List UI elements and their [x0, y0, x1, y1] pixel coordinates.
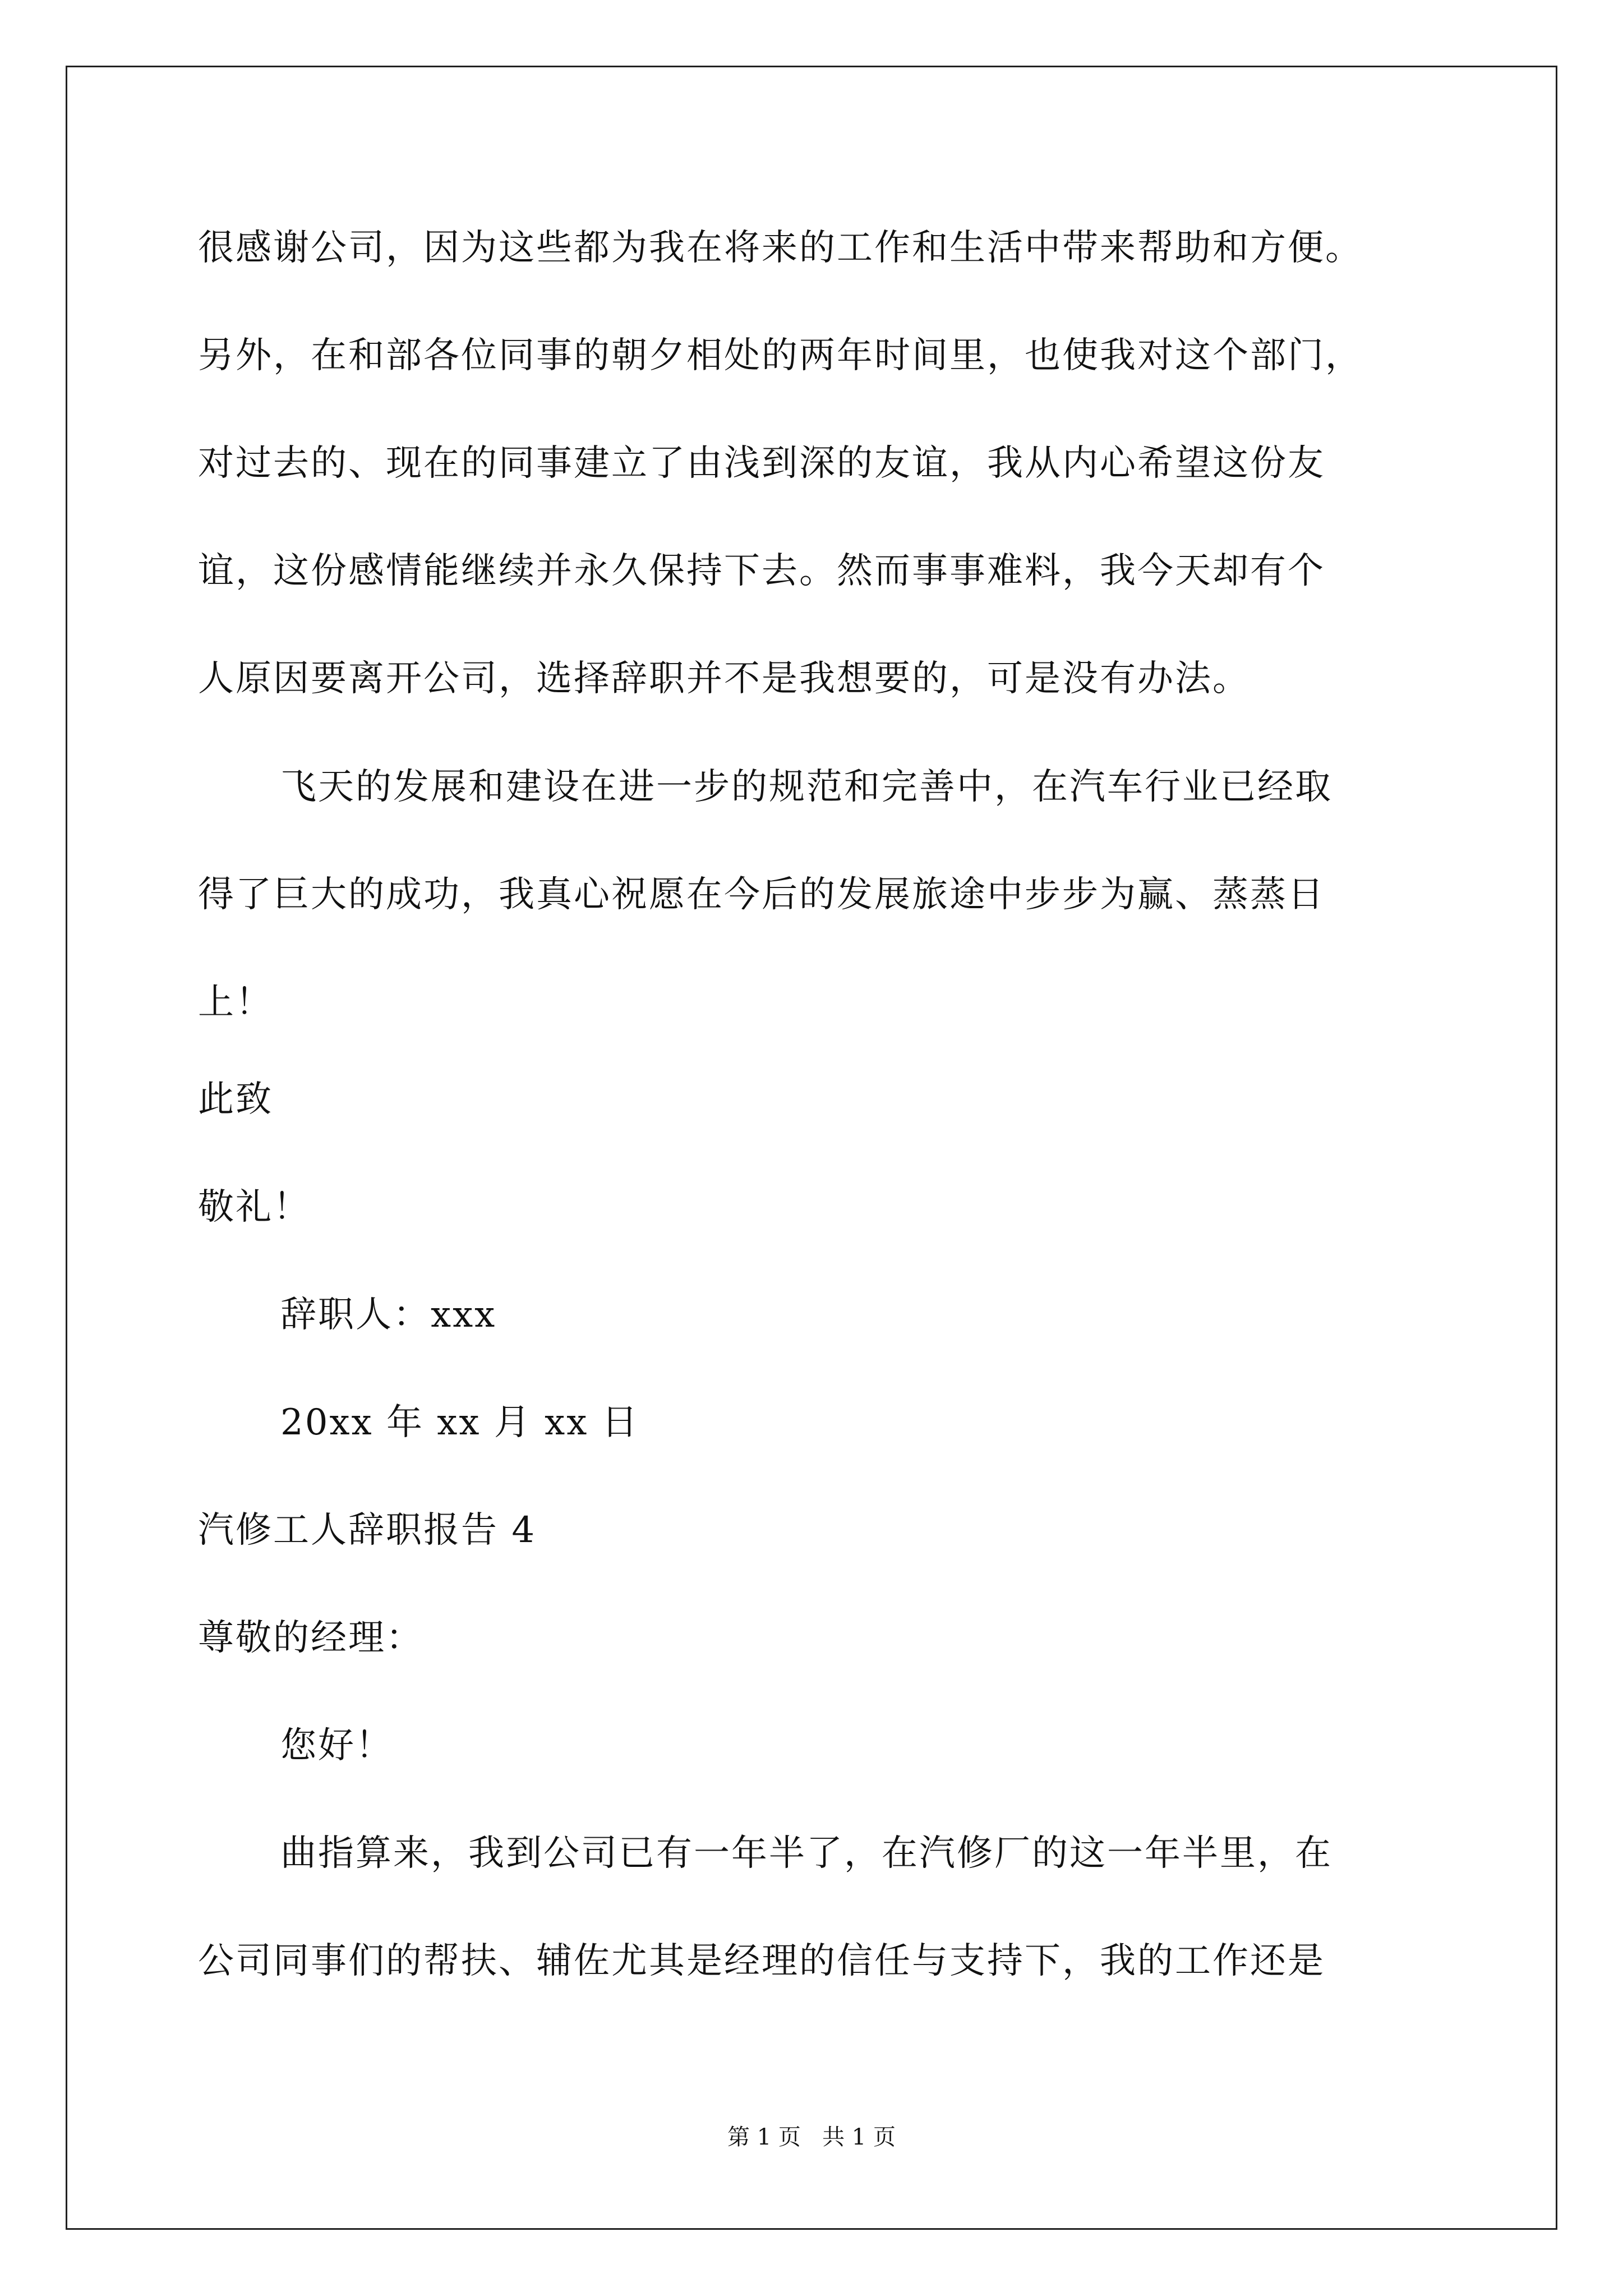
signature-line: 辞职人：xxx — [280, 1294, 497, 1336]
page-border — [66, 66, 1557, 2230]
body-line: 飞天的发展和建设在进一步的规范和完善中，在汽车行业已经取 — [280, 766, 1332, 808]
body-line: 上！ — [198, 982, 273, 1023]
body-line: 曲指算来，我到公司已有一年半了，在汽修厂的这一年半里，在 — [280, 1833, 1332, 1874]
body-line: 谊，这份感情能继续并永久保持下去。然而事事难料，我今天却有个 — [198, 550, 1325, 592]
body-line: 另外，在和部各位同事的朝夕相处的两年时间里，也使我对这个部门， — [198, 335, 1363, 376]
closing-salutation: 此致 — [198, 1079, 273, 1120]
date-line: 20xx 年 xx 月 xx 日 — [280, 1402, 639, 1443]
body-line: 很感谢公司，因为这些都为我在将来的工作和生活中带来帮助和方便。 — [198, 227, 1363, 269]
body-line: 得了巨大的成功，我真心祝愿在今后的发展旅途中步步为赢、蒸蒸日 — [198, 874, 1325, 915]
page-footer: 第 1 页 共 1 页 — [727, 2124, 896, 2150]
letter-salutation: 尊敬的经理： — [198, 1617, 423, 1659]
section-title: 汽修工人辞职报告 4 — [198, 1510, 537, 1551]
closing-regards: 敬礼！ — [198, 1186, 311, 1228]
greeting: 您好！ — [280, 1725, 393, 1766]
body-line: 人原因要离开公司，选择辞职并不是我想要的，可是没有办法。 — [198, 658, 1250, 700]
body-line: 公司同事们的帮扶、辅佐尤其是经理的信任与支持下，我的工作还是 — [198, 1940, 1325, 1982]
body-line: 对过去的、现在的同事建立了由浅到深的友谊，我从内心希望这份友 — [198, 443, 1325, 484]
